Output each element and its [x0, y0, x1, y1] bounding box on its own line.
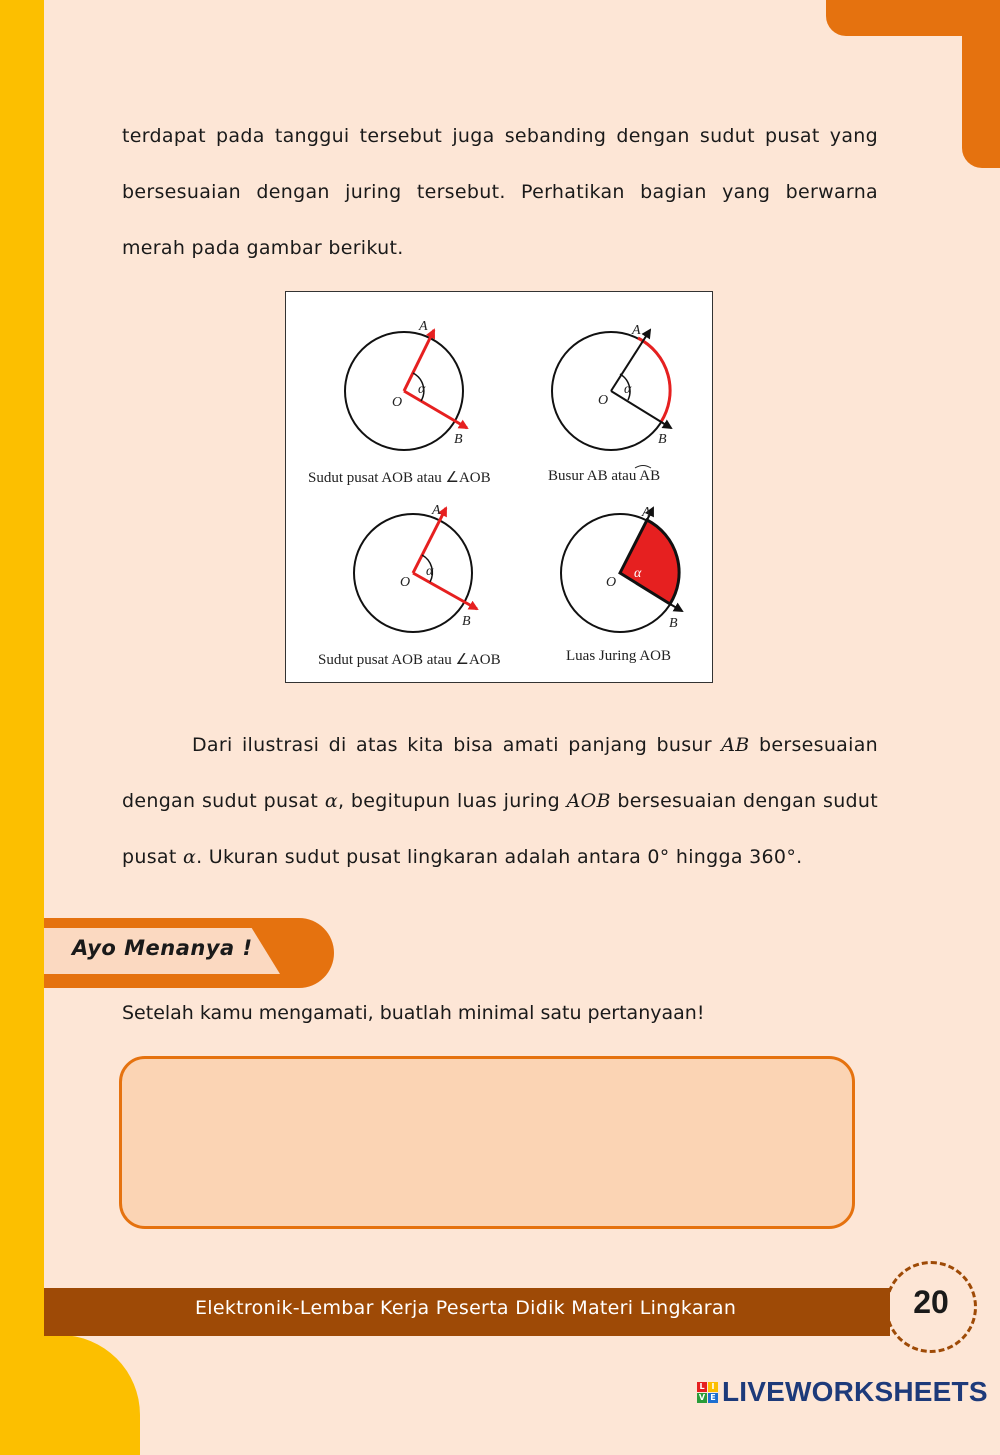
- diagram-arc: [552, 323, 671, 450]
- caption-sector: Luas Juring AOB: [566, 648, 671, 664]
- point-o-label: O: [606, 575, 617, 590]
- caption-central-angle-2: Sudut pusat AOB atau ∠AOB: [318, 652, 501, 668]
- point-o-label: O: [392, 395, 403, 410]
- intro-paragraph: terdapat pada tanggui tersebut juga sebanding dengan sudut pusat yang bersesuaian dengan juring tersebut. Perhatikan bagian yang berwarna merah pada gambar berikut.: [122, 125, 878, 259]
- point-o-label: O: [400, 575, 411, 590]
- angle-alpha-label: α: [426, 564, 434, 579]
- liveworksheets-logo-icon: L I V E: [697, 1382, 718, 1403]
- point-b-label: B: [669, 616, 678, 631]
- alpha-symbol: α: [182, 846, 197, 868]
- diagram-sector: [561, 505, 682, 632]
- point-b-label: B: [462, 614, 471, 629]
- liveworksheets-wordmark: LIVEWORKSHEETS: [722, 1376, 988, 1407]
- explanation-paragraph: Dari ilustrasi di atas kita bisa amati panjang busur AB bersesuaian dengan sudut pusat α, begitupun luas juring AOB bersesuaian dengan sudut pusat α. Ukuran sudut pusat lingkaran adalah antara 0° hingga 360°.: [122, 734, 878, 868]
- angle-alpha-label: α: [624, 382, 632, 397]
- point-o-label: O: [598, 393, 609, 408]
- point-b-label: B: [658, 432, 667, 447]
- side-orange-corner: [962, 0, 1000, 168]
- diagram-central-angle-1: [345, 319, 467, 450]
- point-a-label: A: [419, 319, 428, 334]
- page-number: 20: [913, 1284, 949, 1320]
- circle-illustration: [285, 291, 713, 683]
- section-title: Ayo Menanya !: [72, 936, 253, 960]
- alpha-symbol: α: [324, 790, 338, 812]
- point-a-label: A: [632, 323, 641, 338]
- liveworksheets-logo[interactable]: [697, 1376, 988, 1408]
- left-yellow-stripe: [0, 0, 44, 1413]
- sector-aob-term: AOB: [566, 790, 611, 812]
- circle-diagrams-svg: [286, 292, 714, 684]
- point-a-label: A: [642, 505, 651, 520]
- caption-central-angle-1: Sudut pusat AOB atau ∠AOB: [308, 470, 491, 486]
- question-instruction: Setelah kamu mengamati, buatlah minimal satu pertanyaan!: [122, 1002, 705, 1024]
- answer-text-box[interactable]: [119, 1056, 855, 1229]
- angle-alpha-label: α: [418, 382, 426, 397]
- point-a-label: A: [432, 503, 441, 518]
- point-b-label: B: [454, 432, 463, 447]
- diagram-central-angle-2: [354, 503, 477, 632]
- caption-arc: Busur AB atau AB: [548, 468, 661, 484]
- arc-ab-term: AB: [721, 734, 750, 756]
- bottom-yellow-decoration: [0, 1335, 140, 1455]
- angle-alpha-label: α: [634, 566, 642, 581]
- footer-title: Elektronik-Lembar Kerja Peserta Didik Materi Lingkaran: [195, 1297, 737, 1319]
